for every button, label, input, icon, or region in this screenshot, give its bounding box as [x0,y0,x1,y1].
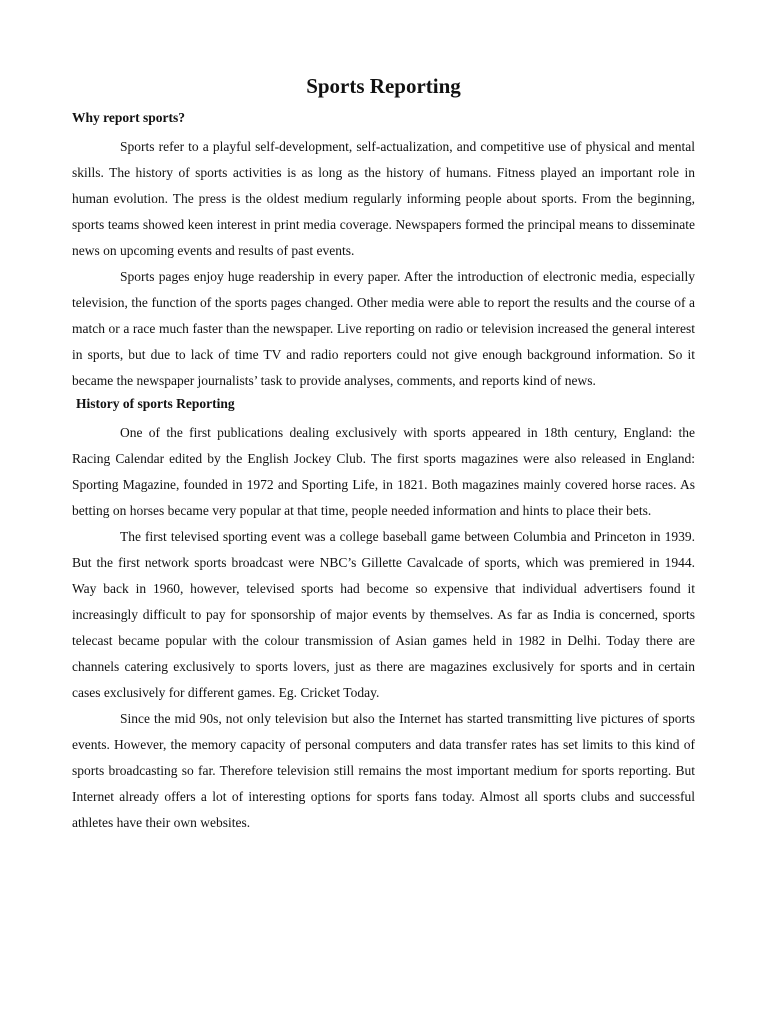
paragraph: One of the first publications dealing exclusively with sports appeared in 18th century, England: the Racing Calendar edited by the English Jockey Club. The first sports magazines were also released in England: Sporting Magazine, founded in 1972 and Sporting Life, in 1821. Both magazines mainly covered horse races. As betting on horses became very popular at that time, people needed information and hints to place their bets. [72,425,695,518]
paragraph: The first televised sporting event was a college baseball game between Columbia and Princeton in 1939. But the first network sports broadcast were NBC’s Gillette Cavalcade of sports, which was premiered in 1944. Way back in 1960, however, televised sports had become so expensive that individual advertisers found it increasingly difficult to pay for sponsorship of major events by themselves. As far as India is concerned, sports telecast became popular with the colour transmission of Asian games held in 1982 in Delhi. Today there are channels catering exclusively to sports lovers, just as there are magazines exclusively for sports and in certain cases exclusively for different games. Eg. Cricket Today. [72,529,695,700]
section-heading-history: History of sports Reporting [76,396,235,411]
paragraph: Sports refer to a playful self-development, self-actualization, and competitive use of physical and mental skills. The history of sports activities is as long as the history of humans. Fitness played an important role in human evolution. The press is the oldest medium regularly informing people about sports. From the beginning, sports teams showed keen interest in print media coverage. Newspapers formed the principal means to disseminate news on upcoming events and results of past events. [72,139,695,258]
document-title: Sports Reporting [306,74,461,98]
section-heading-why-report: Why report sports? [72,110,185,125]
paragraph: Sports pages enjoy huge readership in every paper. After the introduction of electronic media, especially television, the function of the sports pages changed. Other media were able to report the results and the course of a match or a race much faster than the newspaper. Live reporting on radio or television increased the general interest in sports, but due to lack of time TV and radio reporters could not give enough background information. So it became the newspaper journalists’ task to provide analyses, comments, and reports kind of news. [72,269,695,388]
paragraph: Since the mid 90s, not only television but also the Internet has started transmitting live pictures of sports events. However, the memory capacity of personal computers and data transfer rates has set limits to this kind of sports broadcasting so far. Therefore television still remains the most important medium for sports reporting. But Internet already offers a lot of interesting options for sports fans today. Almost all sports clubs and successful athletes have their own websites. [72,711,695,830]
